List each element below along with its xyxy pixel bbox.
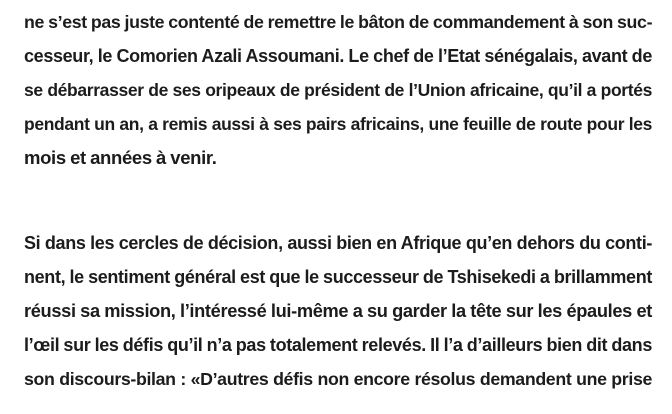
text-line: nent, le sentiment général est que le successeur de Tshisekedi a brillamment	[24, 267, 652, 287]
text-line: son discours-bilan : «D’autres défis non encore résolus demandent une prise	[24, 369, 652, 389]
paragraph-2	[24, 226, 652, 396]
text-line: ne s’est pas juste contenté de remettre le bâton de commandement à son suc-	[24, 12, 653, 32]
text-line: l’œil sur les défis qu’il n’a pas totalement relevés. Il l’a d’ailleurs bien dit dans	[24, 335, 652, 355]
text-line: pendant un an, a remis aussi à ses pairs africains, une feuille de route pour les	[24, 114, 652, 134]
text-line: se débarrasser de ses oripeaux de président de l’Union africaine, qu’il a portés	[24, 80, 652, 100]
paragraph-1	[24, 5, 652, 175]
text-line: mois et années à venir.	[24, 147, 217, 168]
text-line: cesseur, le Comorien Azali Assoumani. Le chef de l’Etat sénégalais, avant de	[24, 46, 652, 66]
text-line: réussi sa mission, l’intéressé lui-même a su garder la tête sur les épaules et	[24, 300, 652, 321]
text-line: Si dans les cercles de décision, aussi bien en Afrique qu’en dehors du conti-	[24, 233, 652, 253]
